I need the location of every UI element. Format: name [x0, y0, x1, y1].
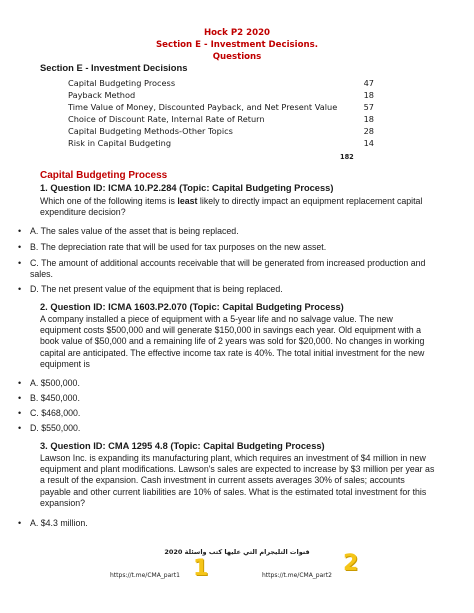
question-2-option-a[interactable]: • A. $500,000. — [18, 378, 80, 388]
topic-heading: Capital Budgeting Process — [40, 170, 168, 181]
question-2-option-c[interactable]: • C. $468,000. — [18, 408, 81, 418]
question-2-text: A company installed a piece of equipment with a 5-year life and no salvage value. The new equipment costs $500,000 and will generate $150,000 in savings each year. Old equipment with a book value of $50,000 and a remaining life of 2 years was sold for $20,000. No changes in working capital are anticipated. The effective income tax rate is 40%. The total initial investment for the new equipment is — [40, 314, 425, 369]
channel-1-badge-icon: 1 — [193, 556, 209, 581]
question-2-option-d[interactable]: • D. $550,000. — [18, 423, 81, 433]
channel-2-badge-icon: 2 — [343, 551, 359, 576]
telegram-link-part1[interactable]: https://t.me/CMA_part1 — [110, 572, 180, 579]
question-2-title: 2. Question ID: ICMA 1603.P2.070 (Topic: Capital Budgeting Process) — [40, 302, 344, 312]
question-1-option-a[interactable]: • A. The sales value of the asset that is being replaced. — [18, 226, 239, 236]
toc-total: 182 — [340, 153, 354, 161]
footer-arabic-text: 2020 قنوات التليجرام التي عليها كتب واسئلة — [164, 548, 310, 556]
toc-row: Time Value of Money, Discounted Payback, and Net Present Value 57 — [68, 102, 374, 112]
question-3-title: 3. Question ID: CMA 1295 4.8 (Topic: Capital Budgeting Process) — [40, 441, 325, 451]
header-line-2: Section E - Investment Decisions. — [155, 40, 319, 50]
header-line-1: Hock P2 2020 — [203, 28, 271, 38]
question-1-option-b[interactable]: • B. The depreciation rate that will be used for tax purposes on the new asset. — [18, 242, 327, 252]
question-1-option-d[interactable]: • D. The net present value of the equipment that is being replaced. — [18, 284, 283, 294]
question-3-text: Lawson Inc. is expanding its manufacturing plant, which requires an investment of $4 million in new equipment and plant modifications. Lawson's sales are expected to increase by $3 million per year as a result of the expansion. Cash investment in current assets averages 30% of sales; accounts payable and other current liabilities are 10% of sales. What is the estimated total investment for this expansion? — [40, 453, 435, 508]
question-2-option-b[interactable]: • B. $450,000. — [18, 393, 80, 403]
toc-row: Choice of Discount Rate, Internal Rate of Return 18 — [68, 114, 374, 124]
toc-row: Payback Method 18 — [68, 90, 374, 100]
toc-row: Risk in Capital Budgeting 14 — [68, 138, 374, 148]
question-1-text: Which one of the following items is least likely to directly impact an equipment replacement capital expenditure decision? — [40, 196, 423, 218]
section-title: Section E - Investment Decisions — [40, 62, 188, 73]
toc-row: Capital Budgeting Methods-Other Topics 28 — [68, 126, 374, 136]
header-line-3: Questions — [212, 52, 262, 62]
telegram-link-part2[interactable]: https://t.me/CMA_part2 — [262, 572, 332, 579]
toc-row: Capital Budgeting Process 47 — [68, 78, 374, 88]
question-1-option-c[interactable]: • C. The amount of additional accounts receivable that will be generated from increased production and sales. — [18, 258, 426, 280]
question-3-option-a[interactable]: • A. $4.3 million. — [18, 518, 88, 528]
question-1-title: 1. Question ID: ICMA 10.P2.284 (Topic: Capital Budgeting Process) — [40, 183, 334, 193]
